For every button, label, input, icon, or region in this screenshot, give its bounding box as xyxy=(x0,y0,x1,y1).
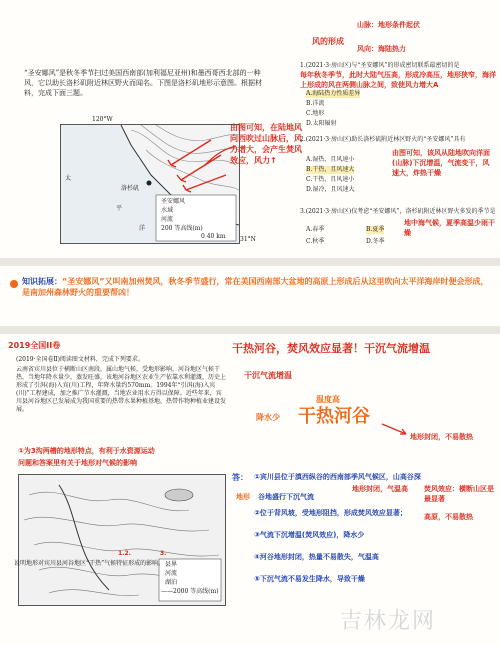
legend-water: 水域 xyxy=(161,207,174,214)
right-title: 干热河谷，焚风效应显著！干沉气流增温 xyxy=(232,342,430,355)
top-panel xyxy=(0,0,500,258)
bottom-legend-county: 县界 xyxy=(165,561,178,568)
answer-3: ③气流下沉增温(焚风效应)，降水少 xyxy=(254,531,365,539)
q3-option-d: D.冬季 xyxy=(366,238,385,245)
right-temp: 温度高 xyxy=(316,395,340,404)
bullet-dot xyxy=(10,280,18,288)
watermark: 吉林龙网 xyxy=(340,609,437,634)
intro-text: “圣安娜风”是秋冬季节扫过美国西南部(加利福尼亚州)和墨西哥西北部的一种风，它以助长洛杉矶附近林区野火而闻名。下图是洛杉矶地形示意图。根据材料，完成下面三题。 xyxy=(24,69,262,97)
bottom-panel xyxy=(0,334,500,645)
bottom-mark-1: 1.2. xyxy=(118,550,131,557)
bottom-legend-contour: ——2000 等高线(m) xyxy=(161,588,219,595)
ans-side-note-3: 地形封闭，气温高 xyxy=(352,485,408,493)
q1-option-c: C.地形 xyxy=(306,110,325,117)
bottom-anno-b: 问题和答案里有关于地形对气候的影响 xyxy=(18,459,137,467)
bottom-anno-a: ①为3沟两槽的地形特点，有利于水资源运动 xyxy=(18,447,155,455)
binchuan-map-graphic xyxy=(19,475,225,605)
bottom-legend-river: 河流 xyxy=(165,570,178,577)
right-sub: 干沉气流增温 xyxy=(244,371,292,380)
q2-note: 由图可知，该风从陆地吹向洋面(山脉)下沉增温，气流变干，风速大，炸热干燥 xyxy=(392,149,490,177)
answer-label: 答： xyxy=(232,473,248,482)
divider-2 xyxy=(0,326,500,334)
right-arrow xyxy=(380,420,410,440)
anno-terrain: 山脉：地形条件起伏 xyxy=(357,21,420,29)
q1-option-a: A.海陆热力性质差异 xyxy=(306,90,361,97)
knowledge-panel xyxy=(0,266,500,326)
q2-option-d: D.湿冷，且风速大 xyxy=(306,186,355,193)
map-label-sea1: 太 xyxy=(65,175,72,182)
knowledge-label: 知识拓展： xyxy=(22,277,62,286)
bottom-mark-2: 3. xyxy=(160,550,167,557)
q1-option-d: D.太阳辐射 xyxy=(306,120,337,127)
q1-option-b: B.洋流 xyxy=(306,100,325,107)
anno-map-right: 由图可知，在陆地风向西吹过山脉后，风力增大，会产生焚风效应，风力↑ xyxy=(230,123,302,165)
q3-option-b: B.夏季 xyxy=(366,226,385,233)
question-1: 1.(2021·3·房山区)与“圣安娜风”的形成密切联系最密切的是 xyxy=(300,62,460,69)
ans-side-note-4: 高原，不易散热 xyxy=(424,513,473,521)
legend-river: 河流 xyxy=(161,216,174,223)
legend-wind: 圣安娜风 xyxy=(161,198,186,205)
map-scale: 0 40 km xyxy=(201,233,226,240)
right-note: 地形封闭，不易散热 xyxy=(410,433,473,441)
q3-note: 地中海气候，夏季高温少雨干燥 xyxy=(404,219,495,237)
map-label-city: 洛杉矶 xyxy=(121,185,140,192)
anno-wind-direction: 风向：海陆热力 xyxy=(357,45,406,53)
map-label-sea2: 平 xyxy=(116,205,123,212)
answer-4: ④河谷地形封闭，热量不易散失，气温高 xyxy=(254,553,379,561)
q2-option-b: B.干热，且风速大 xyxy=(306,166,355,173)
right-big-title: 干热河谷 xyxy=(298,406,370,427)
bottom-passage: 云南省宾川县位于横断山区南段，属山地气候，受地形影响，河谷地区气候干热，当地年降水量少，蒸发旺盛，该地河谷地区农业生产依靠水利灌溉，历史上形成了引洱(海)入宾(川)工程，年降水量约570mm。1994年“引洱(海)入宾(川)”工程建成，加之推广节水灌溉，当地农业用水方得以保障。近些年来，宾川县河谷地区已发展成为我国重要的热带水果种植基地，热带作物种植业建设发展。 xyxy=(16,366,227,413)
knowledge-text xyxy=(22,276,492,298)
ans-side-terrain: 地形 xyxy=(236,493,250,501)
bottom-question-text: 说明地形对宾川县河谷地区“干热”气候特征形成的影响。 xyxy=(14,560,165,567)
anno-arrow xyxy=(200,140,240,170)
right-rain: 降水少 xyxy=(256,413,280,422)
map-label-sea3: 洋 xyxy=(139,225,146,232)
q3-option-a: A.春季 xyxy=(306,226,325,233)
bottom-legend-lake: 湖泊 xyxy=(165,579,178,586)
binchuan-map xyxy=(18,474,226,606)
map-lon-label: 120°W xyxy=(92,116,113,123)
q1-note: 每年秋冬季节，此时大陆气压高，形成冷高压，地形狭窄，海洋上形成的风在两侧山脉之间，致使风力增大A xyxy=(300,71,496,89)
knowledge-body: “圣安娜风”又叫南加州焚风，秋冬季节盛行，常在美国西南部大盆地的高原上形成后从这里吹向太平洋海岸时便会形成，是南加州森林野火的重要帮凶！ xyxy=(22,277,489,297)
bottom-intro: (2019·全国卷Ⅱ)阅读图文材料，完成下列要求。 xyxy=(16,356,144,363)
divider-1 xyxy=(0,258,500,266)
answer-5: ⑤下沉气流不易发生降水，导致干燥 xyxy=(254,575,365,583)
q3-option-c: C.秋季 xyxy=(306,238,325,245)
answer-1: ①宾川县位于滇西纵谷的西南部季风气候区，山高谷深 xyxy=(254,473,421,481)
anno-wind-formation: 风的形成 xyxy=(312,37,344,46)
map-lat-label: 31°N xyxy=(240,236,256,243)
answer-2: ②位于背风坡，受地形阻挡，形成焚风效应显著； xyxy=(254,509,407,517)
exam-tag: 2019全国II卷 xyxy=(8,341,61,350)
question-3: 3.(2021·3·房山区)仅考虑“圣安娜风”，洛杉矶附近林区野火多发的季节是 xyxy=(300,208,496,215)
ans-side-note-1: 谷地盛行下沉气流 xyxy=(258,493,314,501)
question-2: 2.(2021·3·房山区)助长洛杉矶附近林区野火的“圣安娜风”具有 xyxy=(300,136,466,143)
ans-side-note-2: 焚风效应：横断山区是最显著 xyxy=(424,485,494,503)
legend-contour: 200 等高线(m) xyxy=(161,225,203,232)
q2-option-c: C.干热，且风速小 xyxy=(306,176,355,183)
bottom-question xyxy=(14,560,234,568)
q2-option-a: A.湿热，且风速小 xyxy=(306,156,355,163)
